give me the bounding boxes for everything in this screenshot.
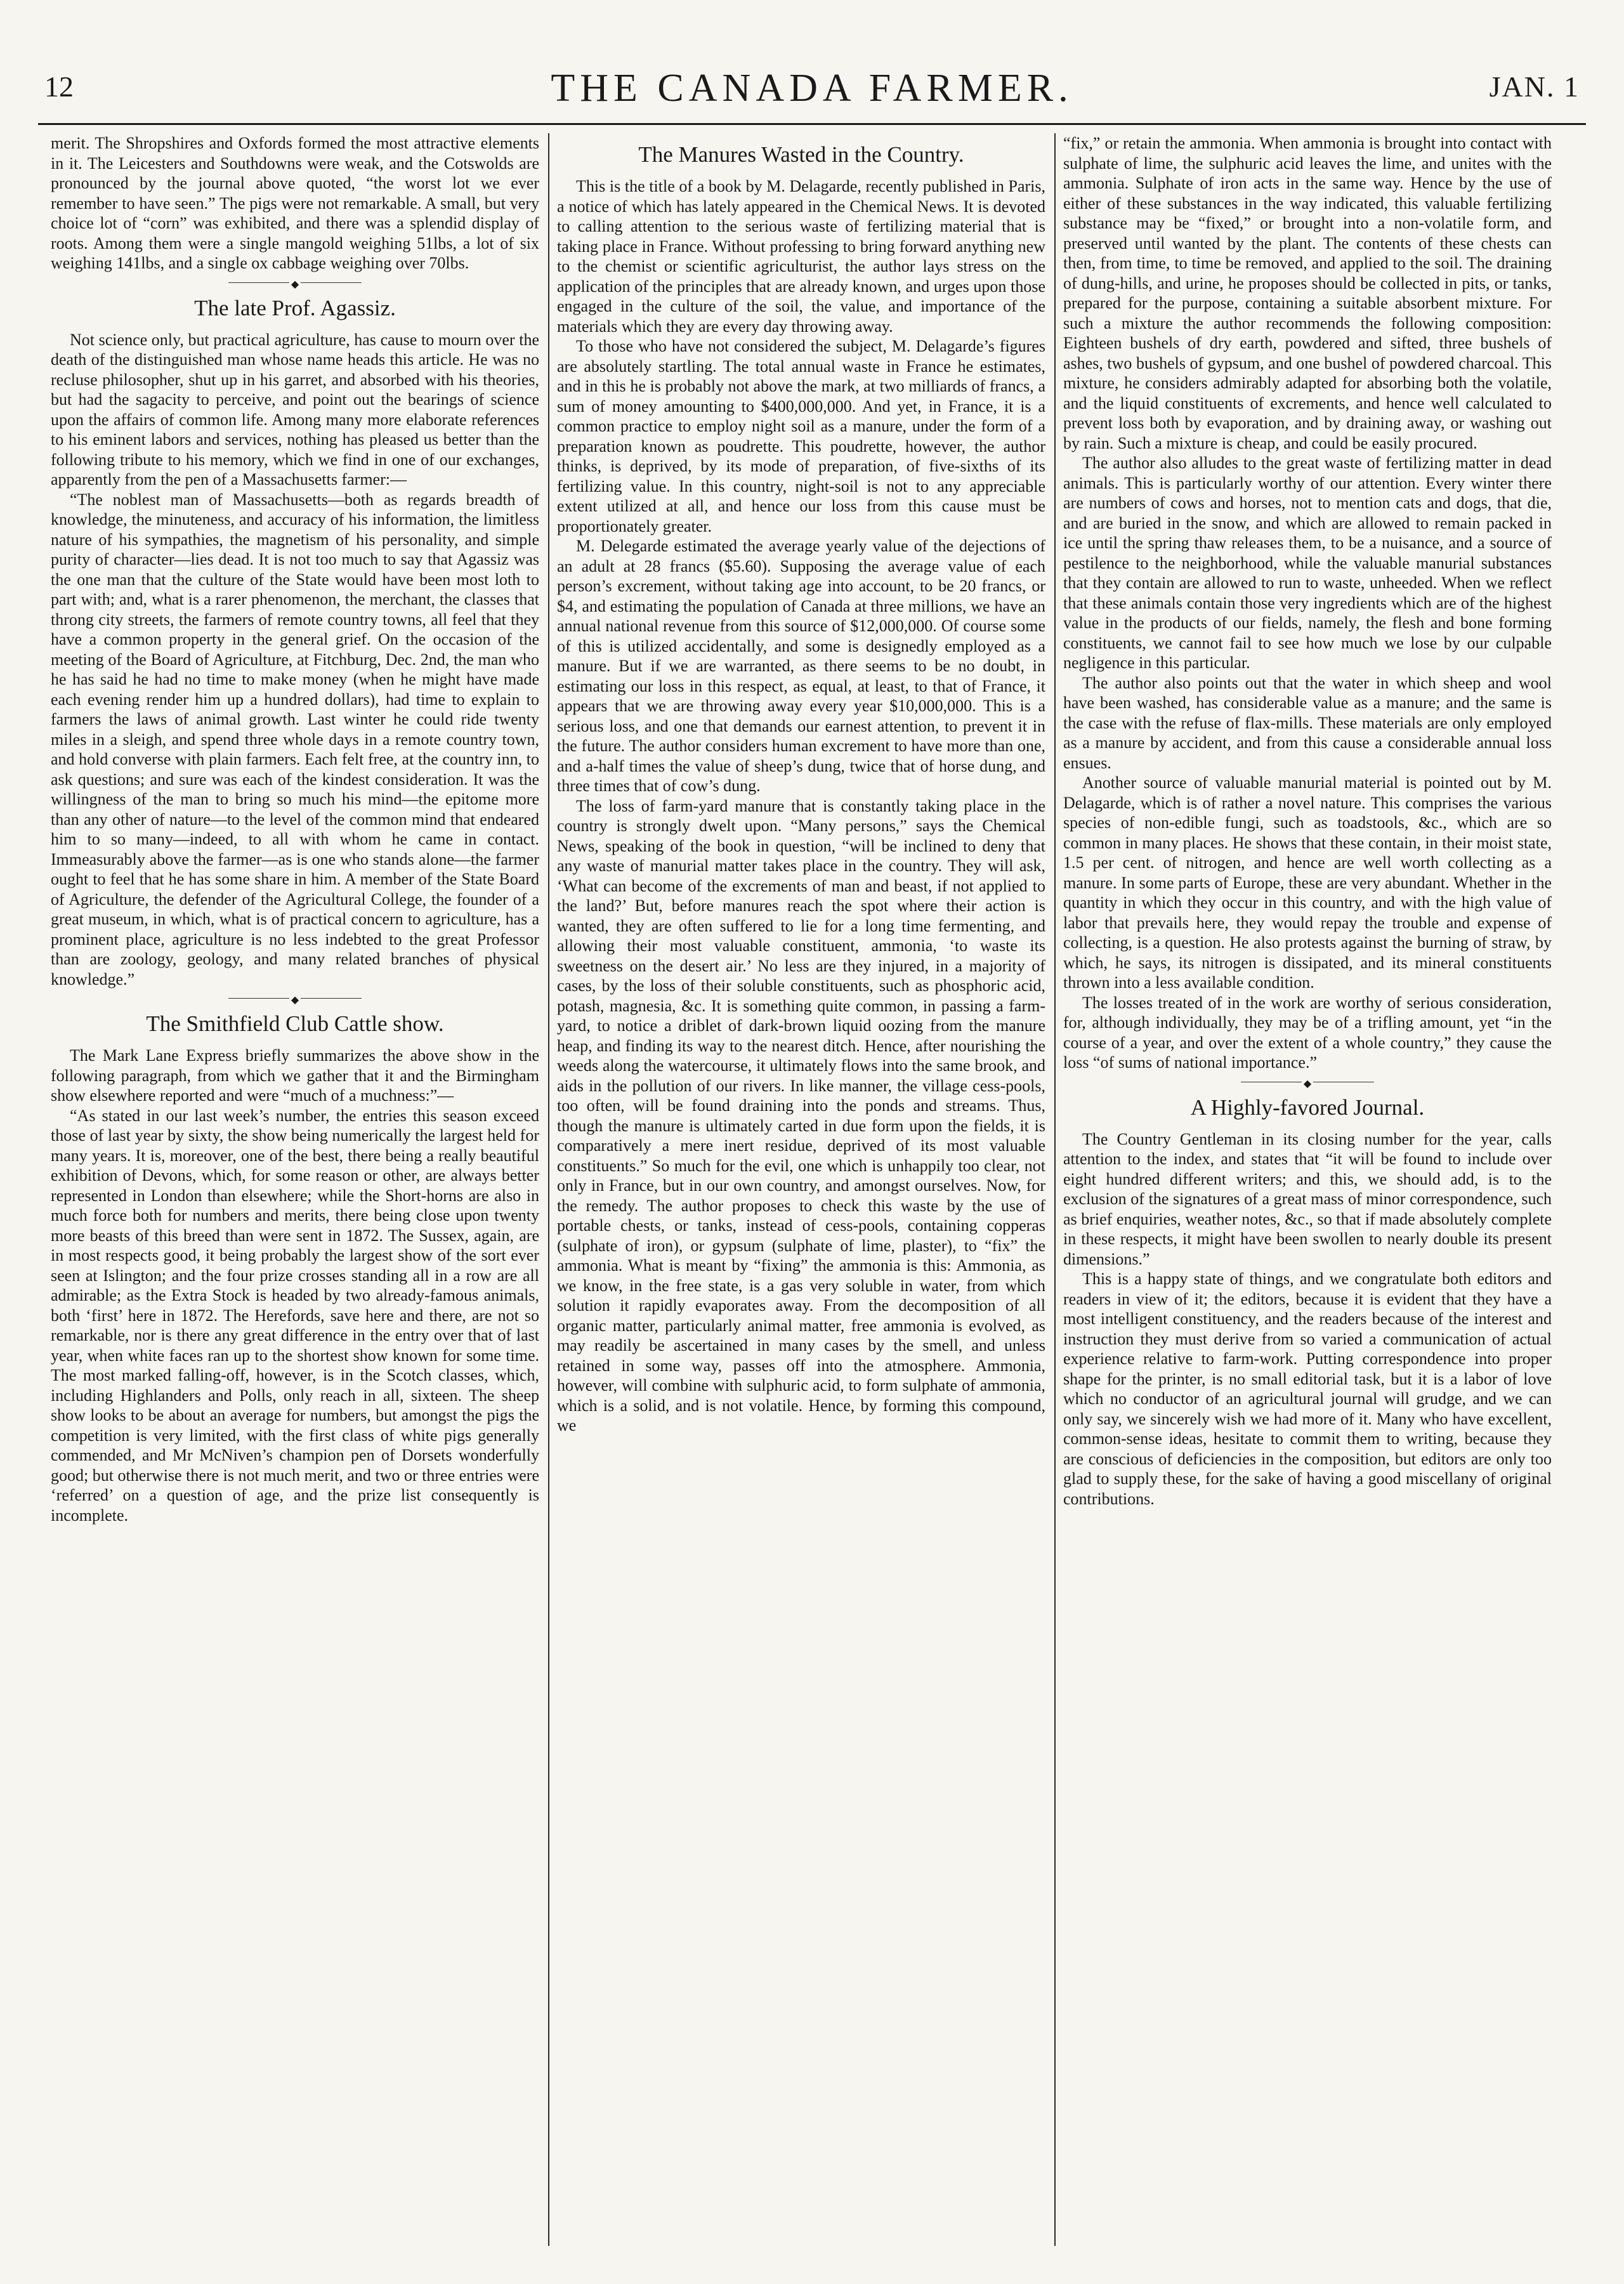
continued-paragraph: “fix,” or retain the ammonia. When ammonia is brought into contact with sulphate of lime, the sulphuric acid leaves the lime, and unites with the ammonia. Sulphate of iron acts in the same way. Hence by the use of either of these substances in the way indicated, this valuable fertilizing substance may be “fixed,” or brought into a non-volatile form, and preserved until wanted by the plant. The contents of these chests can then, from time, to time be removed, and applied to the soil. The draining of dung-hills, and urine, he proposes should be collected in pits, or tanks, prepared for the purpose, containing a suitable absorbent mixture. For such a mixture the author recommends the following composition: Eighteen bushels of dry earth, powdered and sifted, three bushels of ashes, two bushels of gypsum, and one bushel of powdered charcoal. This mixture, he considers admirably adapted for absorbing both the volatile, and the liquid constituents of excrements, and hence well calculated to prevent loss both by evaporation, and by draining away, or washing out by rain. Such a mixture is cheap, and could be easily procured. [1063, 134, 1552, 452]
masthead-rule [38, 123, 1586, 125]
article-paragraph: M. Delegarde estimated the average yearly value of the dejections of an adult at 28 francs ($5.60). Supposing the average value of each person’s excrement, without taking age into account, to be 20 francs, or $4, and estimating the population of Canada at three millions, we have an annual national revenue from this source of $12,000,000. Of course some of this is utilized accidentally, and some is designedly employed as a manure. But if we are warranted, as there seems to be no doubt, in estimating our loss in this respect, as equal, at least, to that of France, it appears that we are throwing away every year $10,000,000. This is a serious loss, and one that demands our earnest attention, to prevent it in the future. The author considers human excrement to have more than one, and a-half times the value of sheep’s dung, twice that of horse dung, and three times that of cow’s dung. [557, 537, 1045, 795]
article-paragraph: The author also points out that the water in which sheep and wool have been washed, has considerable value as a manure; and the same is the case with the refuse of flax-mills. These materials are only employed as a manure by accident, and from this cause a considerable annual loss ensues. [1063, 673, 1552, 772]
article-paragraph: The losses treated of in the work are worthy of serious consideration, for, although individually, they may be of a trifling amount, yet “in the course of a year, and over the extent of a whole country,” they cause the loss “of sums of national importance.” [1063, 993, 1552, 1072]
separator [228, 282, 362, 287]
article-paragraph: The author also alludes to the great waste of fertilizing matter in dead animals. This is particularly worthy of our attention. Every winter there are numbers of cows and horses, not to mention cats and dogs, that die, and are buried in the snow, and which are allowed to remain packed in ice until the spring thaw releases them, to be a nuisance, and a source of pestilence to the neighborhood, while the valuable manurial substances that they contain are allowed to run to waste, unheeded. When we reflect that these animals contain those very ingredients which are of the highest value in the products of our fields, namely, the flesh and bone forming constituents, we cannot fail to see how much we lose by our culpable negligence in this particular. [1063, 454, 1552, 672]
separator [228, 998, 362, 1002]
article-heading-agassiz: The late Prof. Agassiz. [194, 295, 396, 320]
column-rule [1054, 133, 1056, 2246]
column-2 [557, 133, 1045, 2252]
article-heading-smithfield: The Smithfield Club Cattle show. [146, 1011, 444, 1036]
issue-date: JAN. 1 [1489, 70, 1580, 103]
column-1 [51, 133, 539, 2252]
article-heading-journal: A Highly-favored Journal. [1190, 1094, 1425, 1120]
article-paragraph: To those who have not considered the subject, M. Delagarde’s figures are absolutely startling. The total annual waste in France he estimates, and in this he is probably not above the mark, at two milliards of francs, a sum of money amounting to $400,000,000. And yet, in France, it is a common practice to employ night soil as a manure, under the form of a preparation known as poudrette. This poudrette, however, the author thinks, is deprived, by its mode of preparation, of five-sixths of its fertilizing value. In this country, night-soil is not to any appreciable extent utilized at all, and hence our loss from this cause must be proportionately greater. [557, 337, 1045, 535]
column-rule [548, 133, 549, 2246]
article-paragraph: Another source of valuable manurial material is pointed out by M. Delagarde, which is of rather a novel nature. This comprises the various species of non-edible fungi, such as toadstools, &c., which are so common in many places. He shows that these contain, in their moist state, 1.5 per cent. of nitrogen, and hence are well worth collecting as a manure. In some parts of Europe, these are very abundant. Whether in the quantity in which they occur in this country, and with the high value of labor that prevails here, they would repay the trouble and expense of collecting, is a question. He also protests against the burning of straw, by which, he says, its nitrogen is dissipated, and its mineral constituents thrown into a less available condition. [1063, 773, 1552, 992]
article-paragraph: The Mark Lane Express briefly summarizes the above show in the following paragraph, from which we gather that it and the Birmingham show elsewhere reported and were “much of a muchness:”— [51, 1046, 539, 1105]
article-paragraph: Not science only, but practical agriculture, has cause to mourn over the death of the distinguished man whose name heads this article. He was no recluse philosopher, shut up in his garret, and absorbed with his theories, but had the sagacity to perceive, and point out the bearings of science upon the affairs of common life. Among many more elaborate references to his eminent labors and services, nothing has pleased us better than the following tribute to his memory, which we find in one of our exchanges, apparently from the pen of a Massachusetts farmer:— [51, 330, 539, 489]
article-quote: “The noblest man of Massachusetts—both as regards breadth of knowledge, the minuteness, and accuracy of his information, the limitless nature of his sympathies, the magnetism of his personality, and simple purity of character—lies dead. It is not too much to say that Agassiz was the one man that the culture of the State would have been most loth to part with; and, what is a rarer phenomenon, the merchant, the classes that throng city streets, the farmers of remote country towns, all feel that they have a common property in the general grief. On the occasion of the meeting of the Board of Agriculture, at Fitchburg, Dec. 2nd, the man who he has said he had no time to make money (when he might have made each evening render him up a hundred dollars), had time to explain to farmers the laws of animal growth. Last winter he could ride twenty miles in a sleigh, and spend three whole days in a remote country town, and hold converse with plain farmers. Each felt free, at the country inn, to ask questions; and sure was each of the kindest consideration. It was the willingness of the man to bring so much his mind—the epitome more than any other of nature—to the level of the common mind that endeared him to so many—indeed, to all with whom he came in contact. Immeasurably above the farmer—as is one who stands alone—the farmer ought to feel that he has some share in him. A member of the State Board of Agriculture, the defender of the Agricultural College, the founder of a great museum, in which, what is of practical concern to agriculture, has a prominent place, agriculture is no less indebted to the great Professor than are zoology, geology, and many related branches of physical knowledge.” [51, 490, 539, 988]
newspaper-title: THE CANADA FARMER. [551, 67, 1073, 110]
article-paragraph: This is the title of a book by M. Delagarde, recently published in Paris, a notice of which has lately appeared in the Chemical News. It is devoted to calling attention to the serious waste of fertilizing material that is taking place in France. Without professing to bring forward anything new to the chemist or scientific agriculturist, the author lays stress on the application of the principles that are already known, and urges upon those engaged in the culture of the soil, the value, and importance of the materials which they are every day throwing away. [557, 177, 1045, 336]
article-heading-manures: The Manures Wasted in the Country. [638, 142, 964, 167]
page-number: 12 [44, 70, 74, 103]
article-paragraph: The loss of farm-yard manure that is constantly taking place in the country is strongly dwelt upon. “Many persons,” says the Chemical News, speaking of the book in question, “will be inclined to deny that any waste of manurial matter takes place in the country. They will ask, ‘What can become of the excrements of man and beast, if not applied to the land?’ But, before manures reach the spot where their action is wanted, they are often suffered to lie for a long time fermenting, and allowing their most valuable constituent, ammonia, ‘to waste its sweetness on the desert air.’ No less are they injured, in a majority of cases, by the loss of their soluble constituents, such as phosphoric acid, potash, magnesia, &c. It is something quite common, in passing a farm-yard, to notice a driblet of dark-brown liquid oozing from the manure heap, and finding its way to the nearest ditch. Hence, after nourishing the weeds along the watercourse, it ultimately flows into the same brook, and aids in the pollution of our rivers. In like manner, the village cess-pools, too often, will be found draining into the ponds and streams. Thus, though the manure is ultimately carted in due form upon the fields, it is comparatively a mere inert residue, deprived of its most valuable constituents.” So much for the evil, one which is unhappily too clear, not only in France, but in our own country, and amongst ourselves. Now, for the remedy. The author proposes to check this waste by the use of portable chests, or tanks, instead of cess-pools, containing copperas (sulphate of iron), or gypsum (sulphate of lime, plaster), to “fix” the ammonia. What is meant by “fixing” the ammonia is this: Ammonia, as we know, in the free state, is a gas very soluble in water, from which solution it rapidly evaporates away. From the decomposition of all organic matter, particularly animal matter, free ammonia is evolved, as may readily be ascertained in many cases by the smell, and unless retained in some way, passes off into the atmosphere. Ammonia, however, will combine with sulphuric acid, to form sulphate of ammonia, which is a solid, and is not volatile. Hence, by forming this compound, we [557, 796, 1045, 1434]
article-quote: “As stated in our last week’s number, the entries this season exceed those of last year by sixty, the show being numerically the largest held for many years. It is, moreover, one of the best, there being a really beautiful exhibition of Devons, which, for some reason or other, are always better represented in London than elsewhere; while the Short-horns are also in much force both for numbers and merits, there being close upon twenty more beasts of this breed than were sent in 1872. The Sussex, again, are in most respects good, it being probably the largest show of the sort ever seen at Islington; and the four prize crosses standing all in a row are all admirable; as the Extra Stock is headed by two already-famous animals, both ‘first’ here in 1872. The Herefords, save here and there, are not so remarkable, nor is there any great difference in the entry over that of last year, when white faces ran up to the shortest show known for some time. The most marked falling-off, however, is in the Scotch classes, which, including Highlanders and Polls, only reach in all, sixteen. The sheep show looks to be about an average for numbers, but amongst the pigs the competition is very limited, with the first class of white pigs generally commended, and Mr McNiven’s champion pen of Dorsets wonderfully good; but otherwise there is not much merit, and two or three entries were ‘referred’ on a question of age, and the prize list consequently is incomplete. [51, 1106, 539, 1525]
separator [1241, 1082, 1374, 1086]
continued-paragraph: merit. The Shropshires and Oxfords formed the most attractive elements in it. The Leicesters and Southdowns were weak, and the Cotswolds are pronounced by the journal above quoted, “the worst lot we ever remember to have seen.” The pigs were not remarkable. A small, but very choice lot of “corn” was exhibited, and there was a splendid display of roots. Among them were a single mangold weighing 51lbs, a lot of six weighing 141lbs, and a single ox cabbage weighing over 70lbs. [51, 134, 539, 272]
column-3 [1063, 133, 1552, 2252]
article-paragraph: The Country Gentleman in its closing number for the year, calls attention to the index, and states that “it will be found to include over eight hundred different writers; and this, we should add, is to the exclusion of the signatures of a great mass of minor correspondence, such as brief enquiries, weather notes, &c., so that if made absolutely complete in these respects, it might have been swollen to nearly double its present dimensions.” [1063, 1129, 1552, 1268]
article-paragraph: This is a happy state of things, and we congratulate both editors and readers in view of it; the editors, because it is evident that they have a most intelligent constituency, and the readers because of the interest and instruction they must derive from so varied a communication of actual experience relative to farm-work. Putting correspondence into proper shape for the printer, is no small editorial task, but it is a labor of love which no conductor of an agricultural journal will grudge, and we can only say, we sincerely wish we had more of it. Many who have excellent, common-sense ideas, hesitate to commit them to writing, because they are conscious of deficiencies in the composition, but editors are only too glad to supply these, for the sake of having a good miscellany of original contributions. [1063, 1270, 1552, 1508]
masthead [38, 63, 1586, 119]
